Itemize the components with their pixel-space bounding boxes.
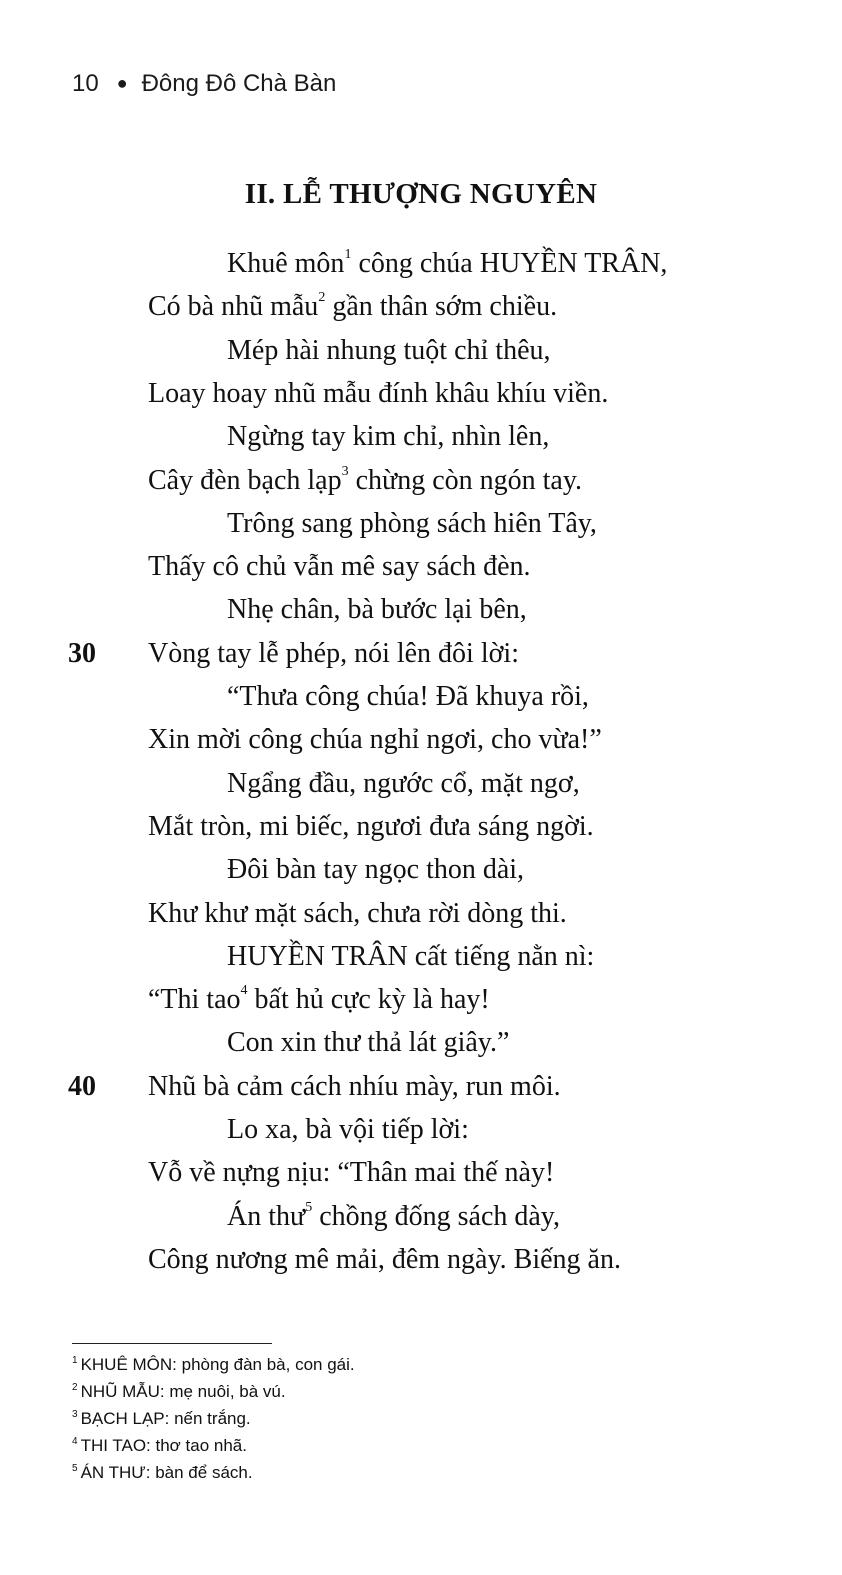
poem-line: Có bà nhũ mẫu$^2$ gần thân sớm chiều.	[148, 290, 558, 322]
poem-line: Khư khư mặt sách, chưa rời dòng thi.	[148, 898, 567, 929]
footnote: $^4$ THI TAO: thơ tao nhã.	[72, 1436, 247, 1455]
poem-line: Nhũ bà cảm cách nhíu mày, run môi.	[148, 1071, 561, 1102]
poem-line: Trông sang phòng sách hiên Tây,	[227, 508, 597, 539]
line-number: 40	[68, 1071, 96, 1102]
footnote: $^5$ ÁN THƯ: bàn để sách.	[72, 1463, 253, 1482]
poem-line: Ngừng tay kim chỉ, nhìn lên,	[227, 421, 550, 452]
footnote: $^1$ KHUÊ MÔN: phòng đàn bà, con gái.	[72, 1355, 355, 1374]
poem-line: Xin mời công chúa nghỉ ngơi, cho vừa!”	[148, 724, 602, 755]
poem-line: Ngẩng đầu, ngước cổ, mặt ngơ,	[227, 768, 580, 799]
section-title: II. LỄ THƯỢNG NGUYÊN	[244, 178, 598, 210]
footnote-marker: 3	[341, 464, 349, 479]
line-number: 30	[68, 638, 96, 669]
poem-line: Mép hài nhung tuột chỉ thêu,	[227, 335, 551, 366]
footnote-marker: 2	[318, 290, 326, 305]
poem-line: “Thưa công chúa! Đã khuya rồi,	[227, 681, 589, 712]
footnote-marker: 1	[344, 247, 352, 262]
poem-line: Nhẹ chân, bà bước lại bên,	[227, 594, 527, 625]
footnote: $^2$ NHŨ MẪU: mẹ nuôi, bà vú.	[72, 1382, 286, 1401]
footnote-separator	[72, 1343, 272, 1344]
poem-line: Cây đèn bạch lạp$^3$ chừng còn ngón tay.	[148, 464, 583, 496]
poem-line: Án thư$^5$ chồng đống sách dày,	[227, 1200, 560, 1232]
book-title: Đông Đô Chà Bàn	[141, 70, 337, 97]
poem-line: Mắt tròn, mi biếc, ngươi đưa sáng ngời.	[148, 811, 594, 842]
poem-line: Khuê môn$^1$ công chúa HUYỀN TRÂN,	[227, 247, 668, 279]
poem-line: Loay hoay nhũ mẫu đính khâu khíu viền.	[148, 378, 609, 409]
poem-line: Đôi bàn tay ngọc thon dài,	[227, 854, 525, 885]
poem-line: Công nương mê mải, đêm ngày. Biếng ăn.	[148, 1244, 621, 1275]
footnote-marker: 4	[240, 983, 248, 998]
bullet-separator: ●	[116, 73, 128, 93]
poem-line: HUYỀN TRÂN cất tiếng nằn nì:	[227, 941, 595, 972]
footnote-marker: 5	[305, 1200, 313, 1215]
poem-line: Con xin thư thả lát giây.”	[227, 1027, 510, 1058]
footnote: $^3$ BẠCH LẠP: nến trắng.	[72, 1409, 251, 1428]
poem-line: Lo xa, bà vội tiếp lời:	[227, 1114, 469, 1145]
poem-line: Vòng tay lễ phép, nói lên đôi lời:	[148, 638, 519, 669]
page-number: 10	[72, 70, 99, 97]
poem-line: “Thi tao$^4$ bất hủ cực kỳ là hay!	[148, 983, 490, 1015]
poem-line: Vỗ về nựng nịu: “Thân mai thế này!	[148, 1157, 555, 1188]
poem-line: Thấy cô chủ vẫn mê say sách đèn.	[148, 551, 531, 582]
